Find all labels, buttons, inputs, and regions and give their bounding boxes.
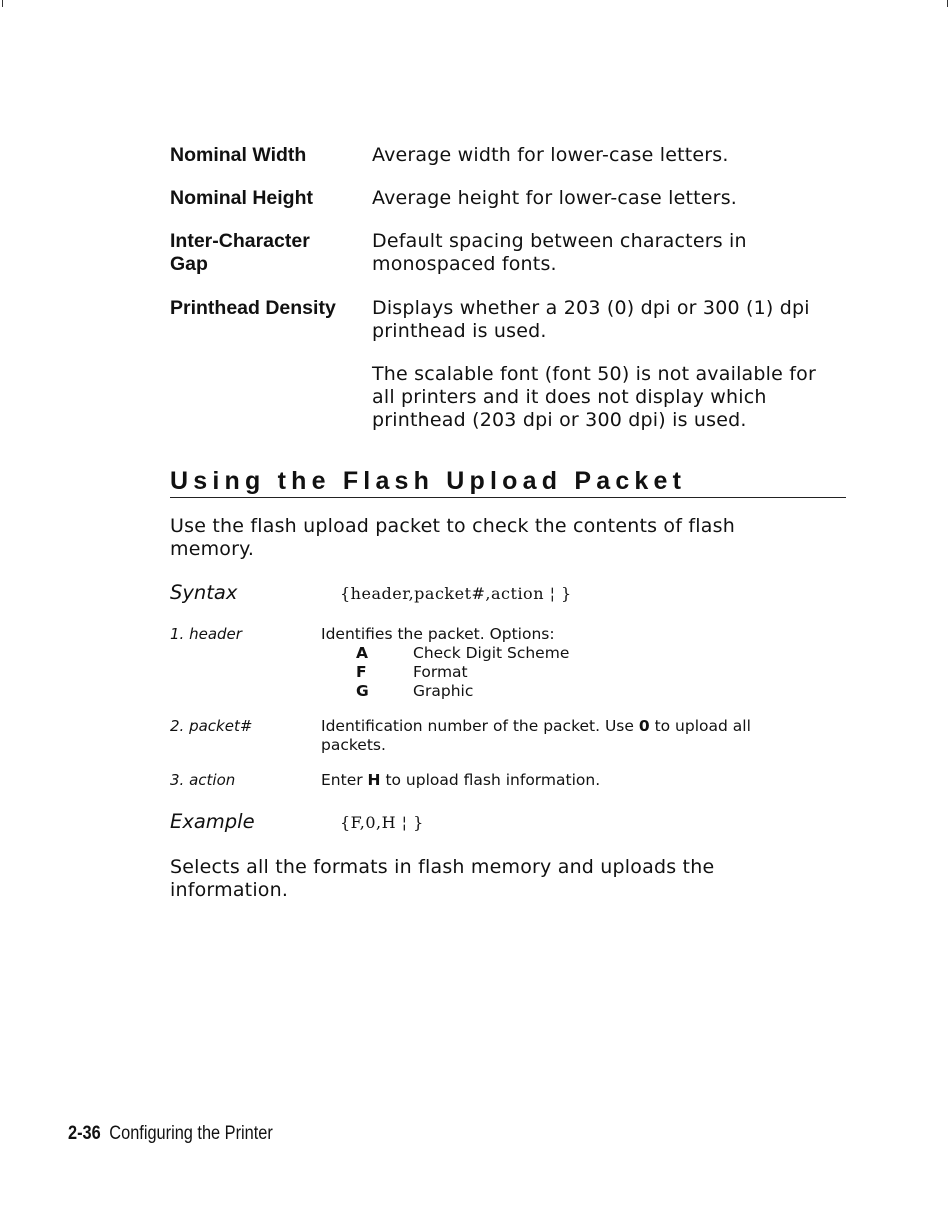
- option-text: Check Digit Scheme: [413, 644, 570, 662]
- definition-paragraph: Average width for lower-case letters.: [372, 144, 729, 166]
- syntax-code: {header,packet#,action ¦ }: [340, 584, 572, 603]
- param-description: [321, 771, 801, 790]
- definition-term: Nominal Height: [170, 187, 314, 209]
- option-code: F: [356, 663, 367, 681]
- definition-term: Inter-Character Gap: [170, 230, 310, 275]
- intro-paragraph: Use the flash upload packet to check the contents of flash memory.: [170, 515, 735, 560]
- crop-mark-left: [2, 0, 3, 7]
- closing-paragraph: Selects all the formats in flash memory and uploads the information.: [170, 856, 715, 901]
- definition-paragraph: Average height for lower-case letters.: [372, 187, 738, 209]
- crop-mark-right: [947, 0, 948, 7]
- param-name: 1. header: [170, 625, 242, 643]
- example-label: Example: [170, 810, 255, 833]
- param-value: H: [367, 771, 381, 789]
- section-heading: Using the Flash Upload Packet: [170, 466, 846, 498]
- param-text: to upload flash information.: [380, 771, 601, 789]
- param-text: Enter: [321, 771, 368, 789]
- syntax-label: Syntax: [170, 581, 238, 604]
- param-name: 2. packet#: [170, 717, 253, 735]
- definition-paragraph: The scalable font (font 50) is not available for all printers and it does not display which printhead (203 dpi or 300 dpi) is used.: [372, 363, 816, 431]
- param-text: Identification number of the packet. Use: [321, 717, 639, 735]
- definition-term: Nominal Width: [170, 144, 307, 166]
- definition-description: [372, 144, 850, 187]
- definition-paragraph: Displays whether a 203 (0) dpi or 300 (1) dpi printhead is used.: [372, 297, 810, 342]
- param-description: [321, 717, 796, 755]
- definition-paragraph: Default spacing between characters in monospaced fonts.: [372, 230, 747, 275]
- definition-description: [372, 187, 850, 230]
- page-footer: [68, 1122, 273, 1146]
- param-text: to upload all packets.: [321, 717, 751, 754]
- option-code: G: [356, 682, 369, 700]
- definition-term: Printhead Density: [170, 297, 336, 319]
- option-text: Format: [413, 663, 468, 681]
- chapter-title: Configuring the Printer: [109, 1123, 273, 1144]
- definition-description: [372, 297, 842, 452]
- option-text: Graphic: [413, 682, 474, 700]
- option-code: A: [356, 644, 368, 662]
- page-number: 2-36: [68, 1123, 101, 1144]
- definition-description: [372, 230, 772, 296]
- example-code: {F,0,H ¦ }: [340, 813, 424, 832]
- param-value: 0: [638, 717, 650, 735]
- param-description: Identifies the packet. Options:: [321, 625, 555, 643]
- param-name: 3. action: [170, 771, 236, 789]
